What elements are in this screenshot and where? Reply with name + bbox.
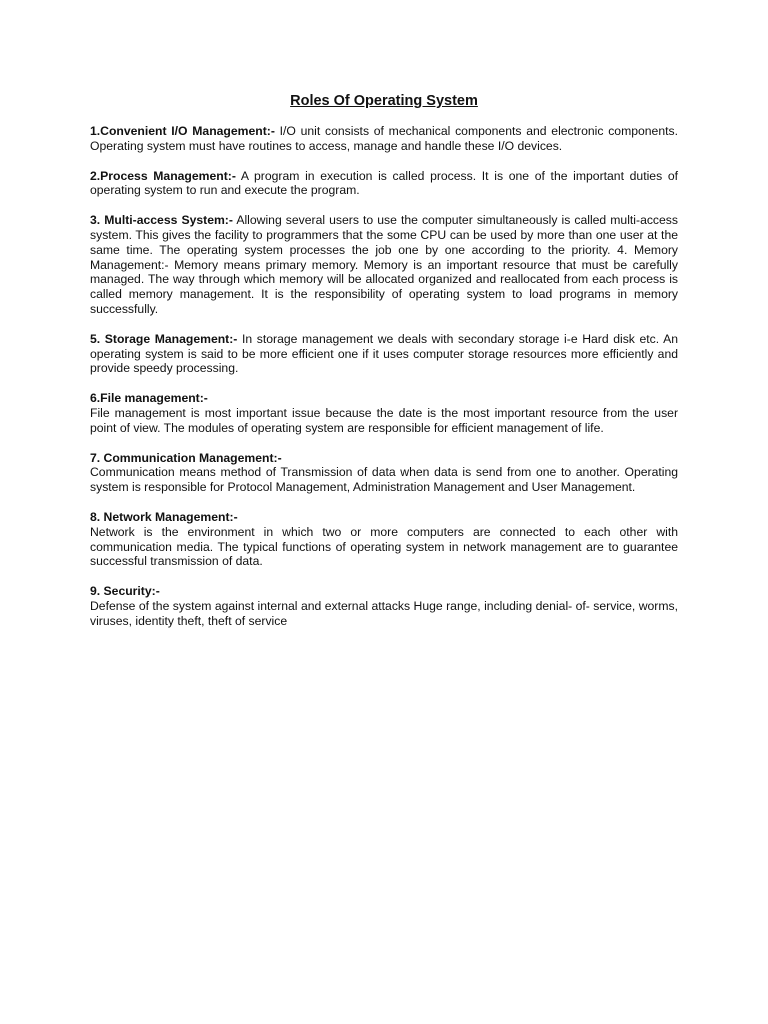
- section-body: In storage management we deals with secondary storage i-e Hard disk etc. An operating system is said to be more efficient one if it uses computer storage resources more efficiently and provide speedy processing.: [90, 331, 678, 376]
- section-heading: 3. Multi-access System:-: [90, 213, 233, 228]
- section-body: I/O unit consists of mechanical components and electronic components. Operating system must have routines to access, manage and handle these I/O devices.: [90, 124, 678, 153]
- section-heading: 5. Storage Management:-: [90, 331, 238, 346]
- section-heading: 8. Network Management:-: [90, 509, 238, 524]
- section-process-management: [90, 169, 678, 199]
- section-storage-management: [90, 332, 678, 376]
- section-body: A program in execution is called process. It is one of the important duties of operating system to run and execute the program.: [90, 168, 679, 198]
- section-network-management: [90, 510, 678, 569]
- document-title: Roles Of Operating System: [290, 93, 478, 109]
- section-body: Communication means method of Transmission of data when data is send from one to another. Operating system is responsible for Protocol Management, Administration Management and User Management.: [90, 465, 678, 495]
- section-security: [90, 584, 678, 628]
- section-heading: 9. Security:-: [90, 584, 160, 599]
- section-io-management: [90, 124, 678, 154]
- section-body: Allowing several users to use the computer simultaneously is called multi-access system. This gives the facility to programmers that the some CPU can be used by more than one user at the same time. The operating system processes the job one by one according to the priority. 4. Memory Management:- Memory means primary memory. Memory is an important resource that must be carefully managed. The way through which memory will be allocated organized and reallocated from each process is called memory management. It is the responsibility of operating system to load programs in memory successfully.: [90, 213, 678, 316]
- section-body: File management is most important issue because the date is the most important resource from the user point of view. The modules of operating system are responsible for efficient management of life.: [90, 405, 678, 435]
- section-heading: 1.Convenient I/O Management:-: [90, 124, 275, 138]
- section-heading: 6.File management:-: [90, 391, 208, 406]
- section-communication-management: [90, 451, 678, 495]
- section-multi-access-system: [90, 213, 678, 317]
- section-heading: 7. Communication Management:-: [90, 450, 282, 465]
- section-heading: 2.Process Management:-: [90, 168, 236, 183]
- document-page: [90, 92, 678, 644]
- section-body: Defense of the system against internal and external attacks Huge range, including denial- of- service, worms, viruses, identity theft, theft of service: [90, 598, 678, 628]
- section-body: Network is the environment in which two or more computers are connected to each other with communication media. The typical functions of operating system in network management are to guarantee successful transmission of data.: [90, 524, 678, 569]
- section-file-management: [90, 391, 678, 435]
